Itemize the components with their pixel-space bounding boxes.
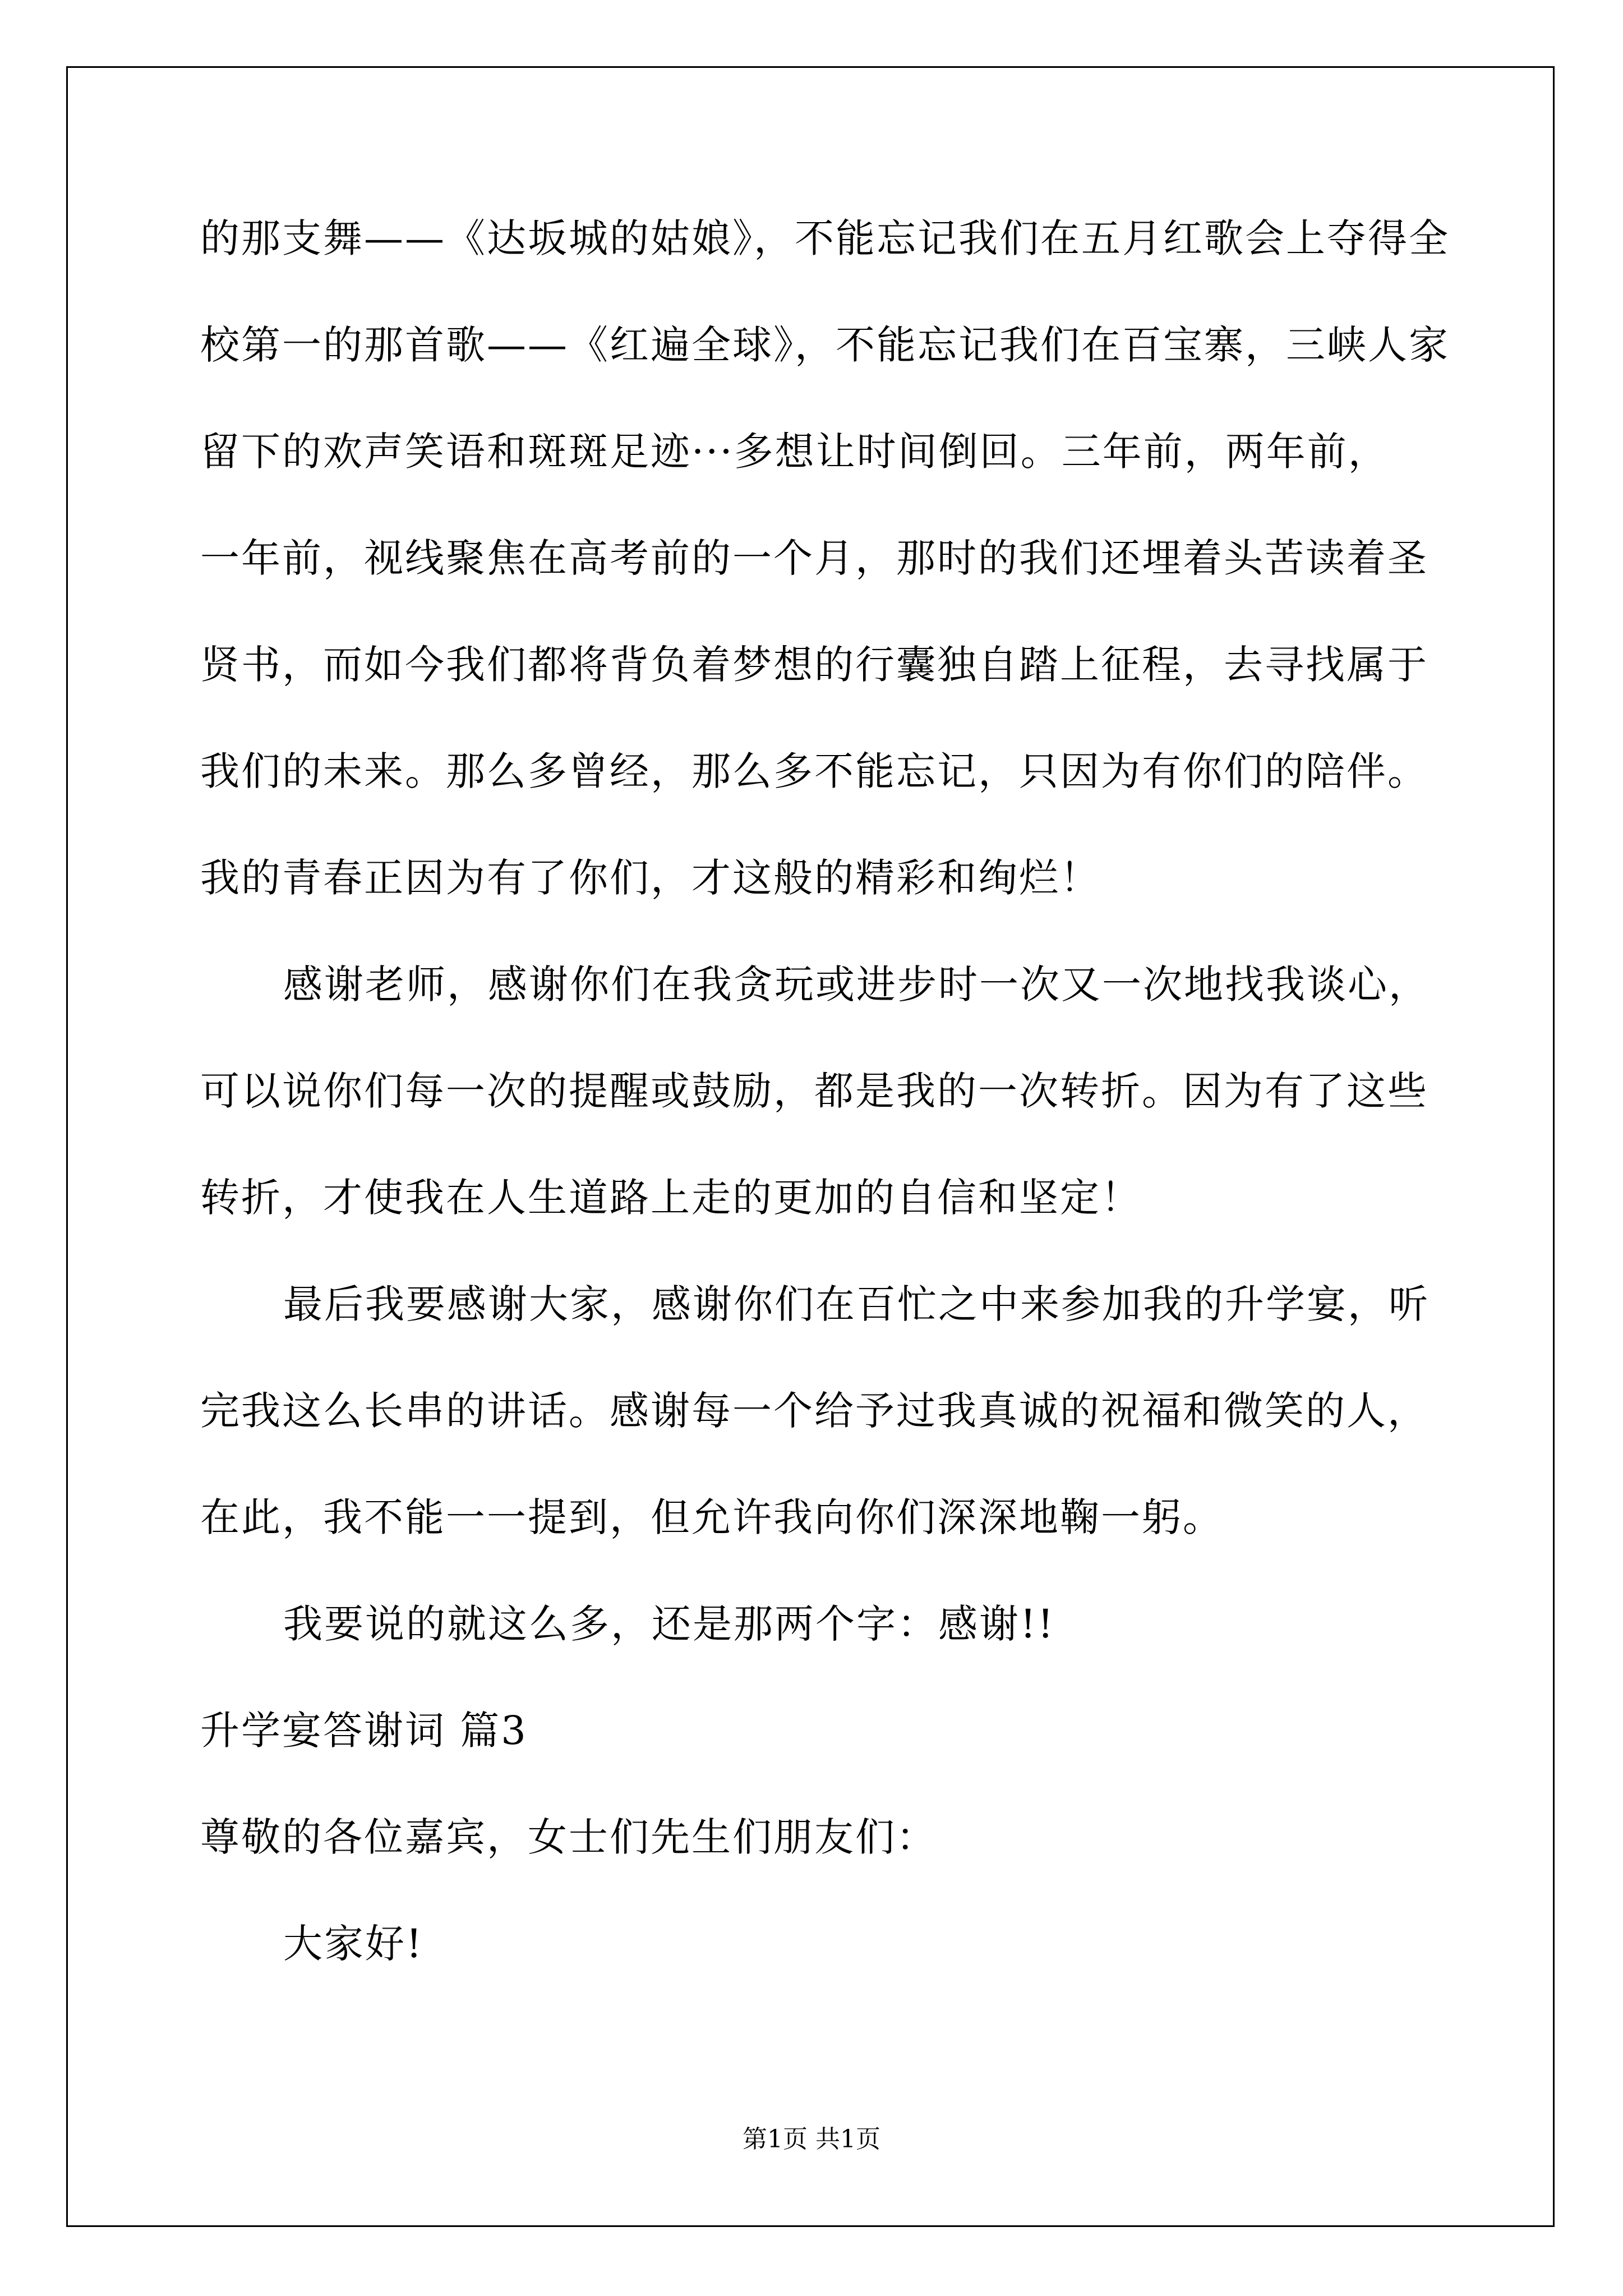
- greeting: 大家好!: [283, 1921, 424, 1967]
- body-line: 可以说你们每一次的提醒或鼓励，都是我的一次转折。因为有了这些: [200, 1068, 1428, 1114]
- body-line: 完我这么长串的讲话。感谢每一个给予过我真诚的祝福和微笑的人，: [200, 1388, 1428, 1434]
- body-line: 我要说的就这么多，还是那两个字：感谢!!: [283, 1601, 1055, 1647]
- body-line: 最后我要感谢大家，感谢你们在百忙之中来参加我的升学宴，听: [283, 1281, 1430, 1327]
- body-line: 的那支舞——《达坂城的姑娘》，不能忘记我们在五月红歌会上夺得全: [200, 215, 1450, 261]
- body-line: 我们的未来。那么多曾经，那么多不能忘记，只因为有你们的陪伴。: [200, 748, 1428, 794]
- section-heading: 升学宴答谢词 篇3: [200, 1708, 528, 1754]
- page-border: [66, 66, 1555, 2227]
- body-line: 在此，我不能一一提到，但允许我向你们深深地鞠一躬。: [200, 1494, 1224, 1540]
- body-line: 转折，才使我在人生道路上走的更加的自信和坚定！: [200, 1175, 1142, 1221]
- body-line: 贤书，而如今我们都将背负着梦想的行囊独自踏上征程，去寻找属于: [200, 642, 1428, 688]
- body-line: 校第一的那首歌——《红遍全球》，不能忘记我们在百宝寨，三峡人家: [200, 322, 1450, 368]
- page-footer: 第1页 共1页: [743, 2125, 880, 2154]
- body-line: 感谢老师，感谢你们在我贪玩或进步时一次又一次地找我谈心，: [283, 961, 1430, 1007]
- body-line: 一年前，视线聚焦在高考前的一个月，那时的我们还埋着头苦读着圣: [200, 535, 1428, 581]
- salutation: 尊敬的各位嘉宾，女士们先生们朋友们：: [200, 1814, 937, 1860]
- body-line: 我的青春正因为有了你们，才这般的精彩和绚烂！: [200, 855, 1101, 901]
- body-line: 留下的欢声笑语和斑斑足迹···多想让时间倒回。三年前，两年前，: [200, 429, 1389, 475]
